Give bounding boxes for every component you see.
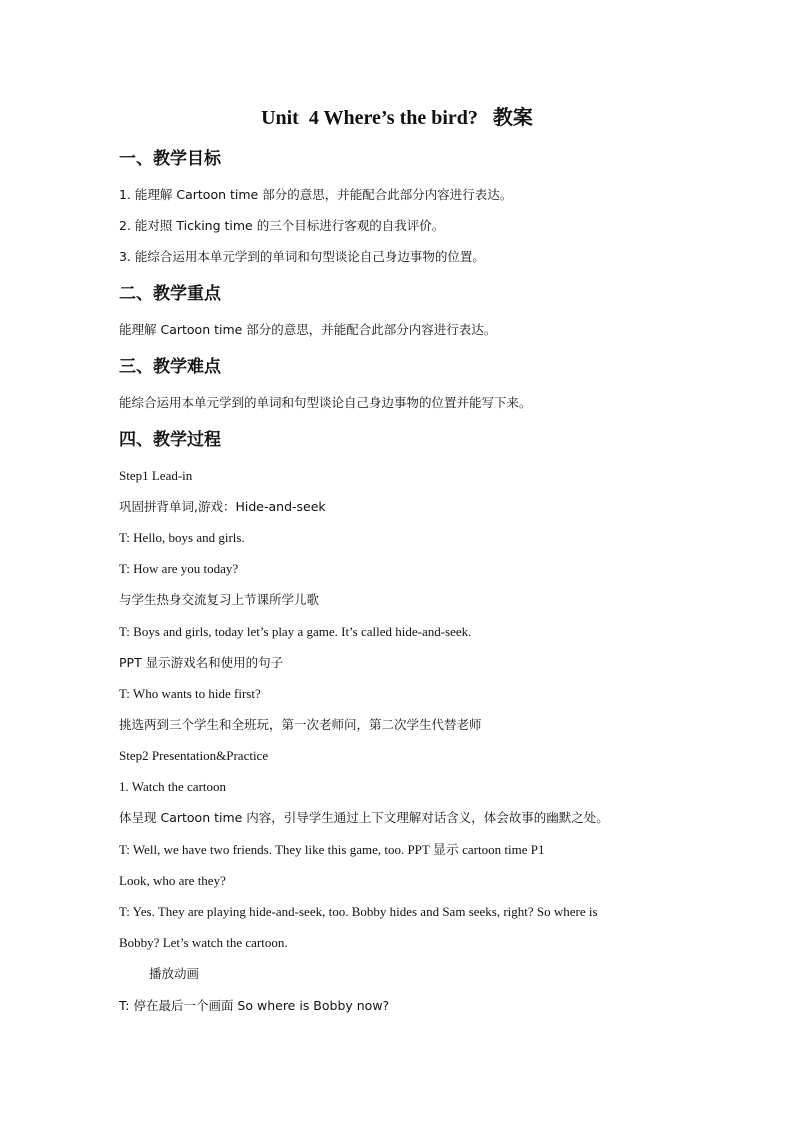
process-line: T: How are you today?	[119, 561, 239, 576]
process-line: T: Hello, boys and girls.	[119, 530, 245, 545]
process-line: 挑选两到三个学生和全班玩，第一次老师问，第二次学生代替老师	[119, 717, 482, 732]
difficulties-text: 能综合运用本单元学到的单词和句型谈论自己身边事物的位置并能写下来。	[119, 395, 532, 410]
objective-item-1: 1. 能理解 Cartoon time 部分的意思，并能配合此部分内容进行表达。	[119, 187, 513, 202]
process-line: Step2 Presentation&Practice	[119, 748, 269, 763]
process-line: 1. Watch the cartoon	[119, 779, 227, 794]
process-line: Bobby? Let’s watch the cartoon.	[119, 935, 288, 950]
process-line: Step1 Lead-in	[119, 468, 193, 483]
process-line: PPT 显示游戏名和使用的句子	[119, 655, 284, 670]
process-line: Look, who are they?	[119, 873, 226, 888]
section-heading-key-points: 二、教学重点	[119, 284, 221, 304]
section-heading-difficulties: 三、教学难点	[119, 357, 221, 377]
objective-item-3: 3. 能综合运用本单元学到的单词和句型谈论自己身边事物的位置。	[119, 249, 485, 264]
process-line: 巩固拼背单词,游戏：Hide-and-seek	[119, 499, 326, 514]
section-heading-objectives: 一、教学目标	[119, 149, 221, 169]
process-line: T: Yes. They are playing hide-and-seek, too. Bobby hides and Sam seeks, right? So where is	[119, 904, 598, 919]
section-heading-process: 四、教学过程	[119, 430, 221, 450]
process-line: 体呈现 Cartoon time 内容，引导学生通过上下文理解对话含义，体会故事的幽默之处。	[119, 810, 609, 825]
process-line: T: 停在最后一个画面 So where is Bobby now?	[119, 998, 390, 1013]
process-line: 播放动画	[149, 966, 200, 981]
objective-item-2: 2. 能对照 Ticking time 的三个目标进行客观的自我评价。	[119, 218, 445, 233]
process-line: T: Who wants to hide first?	[119, 686, 261, 701]
process-line: 与学生热身交流复习上节课所学儿歌	[119, 592, 320, 607]
process-line: T: Boys and girls, today let’s play a game. It’s called hide-and-seek.	[119, 624, 472, 639]
key-points-text: 能理解 Cartoon time 部分的意思，并能配合此部分内容进行表达。	[119, 322, 497, 337]
document-title: Unit 4 Where’s the bird? 教案	[261, 107, 533, 129]
process-line: T: Well, we have two friends. They like this game, too. PPT 显示 cartoon time P1	[119, 842, 545, 857]
